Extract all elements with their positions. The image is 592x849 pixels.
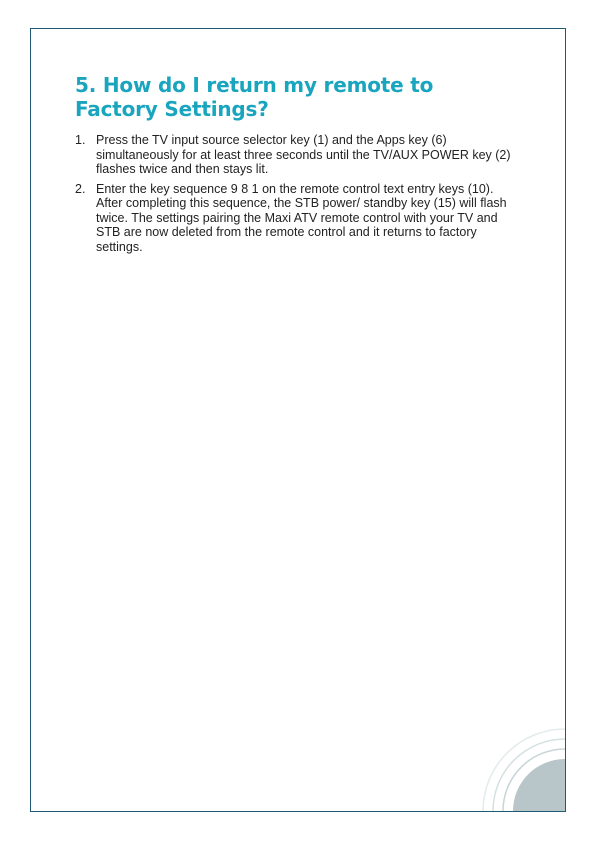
corner-arcs-decoration xyxy=(475,721,565,811)
manual-page xyxy=(30,28,566,812)
section-heading: 5. How do I return my remote to Factory Settings? xyxy=(75,73,434,121)
step-text: Enter the key sequence 9 8 1 on the remote control text entry keys (10). After completing this sequence, the STB power/ standby key (15) will flash twice. The settings pairing the Maxi ATV remote control with your TV and STB are now deleted from the remote control and it returns to factory settings. xyxy=(96,181,507,254)
steps-list xyxy=(75,133,515,259)
step-number: 1. xyxy=(75,133,86,147)
step-text: Press the TV input source selector key (1) and the Apps key (6) simultaneously for at least three seconds until the TV/AUX POWER key (2) flashes twice and then stays lit. xyxy=(96,133,511,176)
list-item xyxy=(75,133,515,177)
step-number: 2. xyxy=(75,181,86,196)
list-item xyxy=(75,182,515,255)
